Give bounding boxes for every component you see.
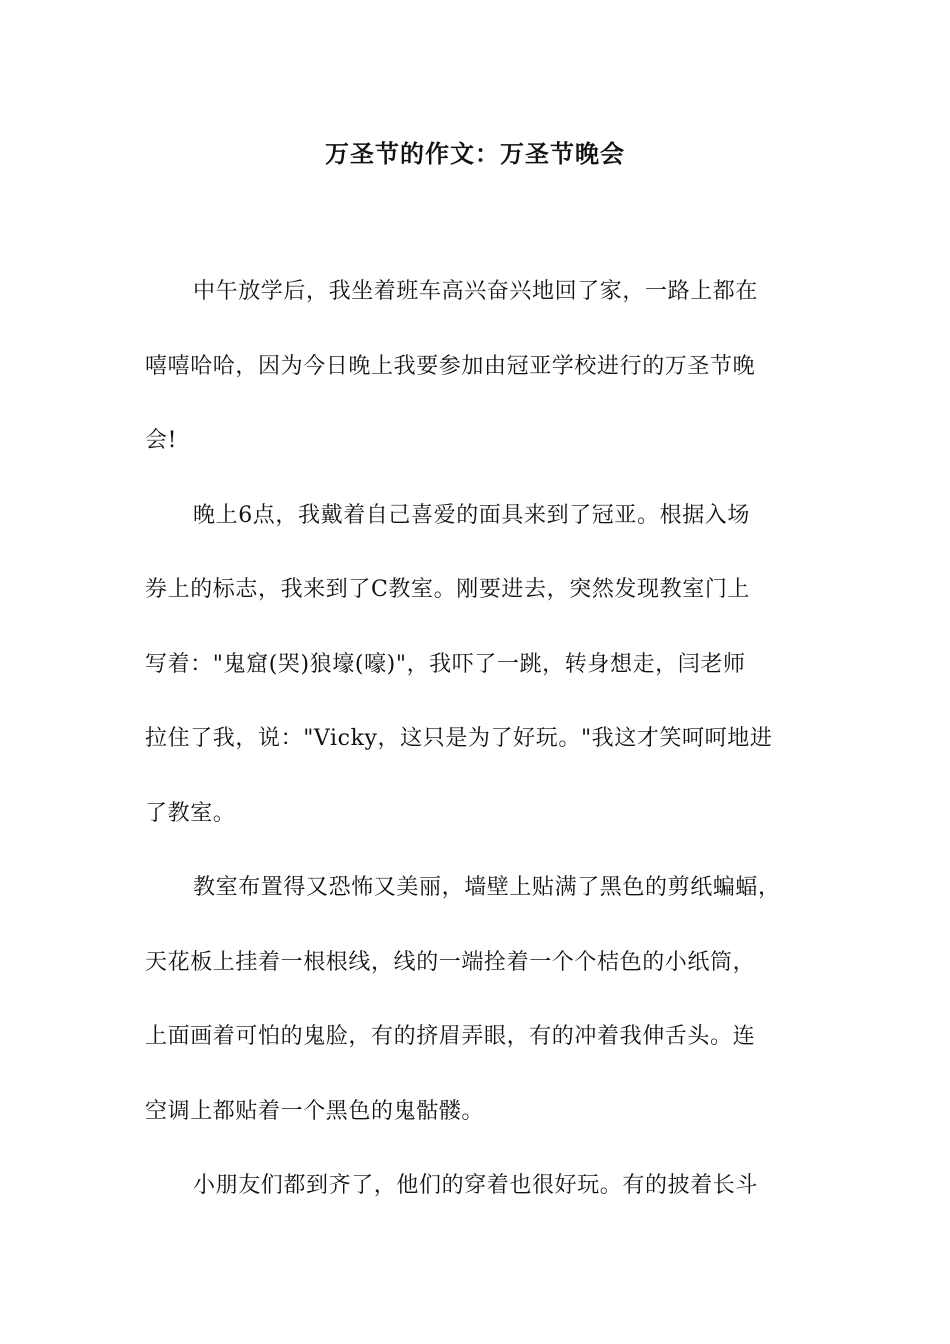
text-line: 了教室。 <box>145 800 236 826</box>
text-line: 嘻嘻哈哈，因为今日晚上我要参加由冠亚学校进行的万圣节晚 <box>145 353 756 379</box>
document-body <box>145 255 815 1224</box>
text-line: 天花板上挂着一根根线，线的一端拴着一个个桔色的小纸筒， <box>145 949 756 975</box>
text-line: 中午放学后，我坐着班车高兴奋兴地回了家，一路上都在 <box>193 279 759 304</box>
text-line: 券上的标志，我来到了C教室。刚要进去，突然发现教室门上 <box>145 577 751 602</box>
text-line: 写着："鬼窟(哭)狼壕(嚎)"，我吓了一跳，转身想走，闫老师 <box>145 651 746 677</box>
document-title: 万圣节的作文：万圣节晚会 <box>325 139 625 168</box>
text-line: 教室布置得又恐怖又美丽，墙壁上贴满了黑色的剪纸蝙蝠， <box>193 875 781 900</box>
text-line: 拉住了我，说："Vicky，这只是为了好玩。"我这才笑呵呵地进 <box>145 726 773 751</box>
text-line: 上面画着可怕的鬼脸，有的挤眉弄眼，有的冲着我伸舌头。连 <box>145 1024 756 1049</box>
text-line: 空调上都贴着一个黑色的鬼骷髅。 <box>145 1098 485 1124</box>
text-line: 小朋友们都到齐了，他们的穿着也很好玩。有的披着长斗 <box>193 1173 759 1198</box>
text-line: 晚上6点，我戴着自己喜爱的面具来到了冠亚。根据入场 <box>193 502 750 528</box>
text-line: 会! <box>145 428 178 453</box>
